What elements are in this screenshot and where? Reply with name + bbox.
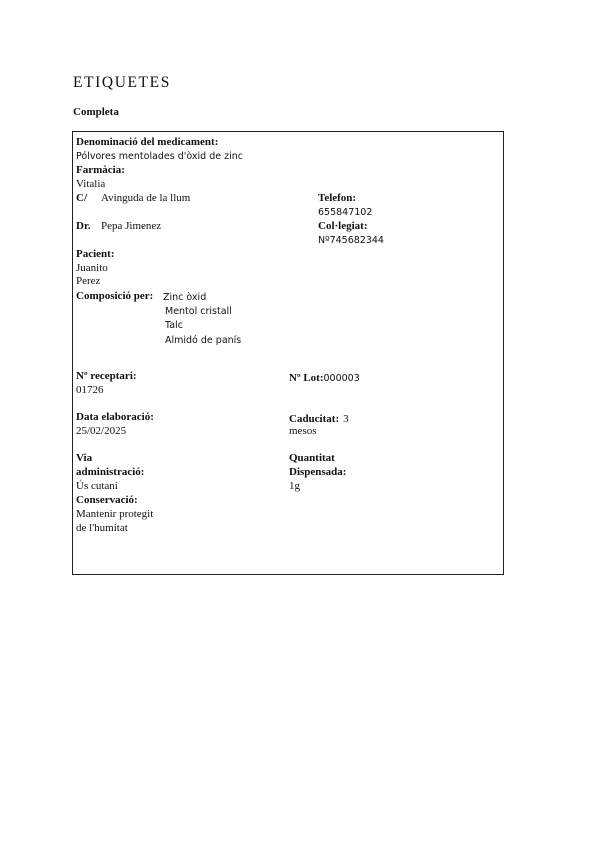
ingredient-item: Almidó de panís [165, 335, 242, 346]
ingredient-item: Mentol cristall [165, 306, 232, 317]
conservacio-label: Conservació: [76, 494, 138, 506]
caducitat-number: 3 [343, 413, 349, 425]
medicament-value: Pólvores mentolades d'òxid de zinc [76, 151, 243, 162]
quantitat-value: 1g [289, 480, 300, 492]
via-label-line1: Via [76, 452, 93, 464]
ingredient-item: Talc [165, 320, 183, 331]
conservacio-value-line1: Mantenir protegit [76, 508, 154, 520]
quantitat-label-line2: Dispensada: [289, 466, 347, 478]
caducitat-unit: mesos [289, 425, 317, 437]
receptari-label: Nº receptari: [76, 370, 137, 382]
collegiat-value: Nº745682344 [318, 235, 384, 246]
quantitat-label-line1: Quantitat [289, 452, 335, 464]
pacient-last-name: Perez [76, 275, 101, 287]
carrer-value: Avinguda de la llum [101, 192, 191, 204]
page-title: ETIQUETES [73, 74, 171, 91]
doctor-label: Dr. [76, 220, 91, 232]
composicio-label: Composició per: [76, 290, 154, 302]
telefon-label: Telefon: [318, 192, 357, 204]
lot-label: Nº Lot: [289, 372, 324, 384]
pacient-label: Pacient: [76, 248, 115, 260]
medicament-label: Denominació del medicament: [76, 136, 219, 148]
collegiat-label: Col·legiat: [318, 220, 368, 232]
caducitat-label: Caducitat: [289, 413, 340, 425]
caducitat-field [289, 411, 349, 426]
carrer-label: C/ [76, 192, 87, 204]
pacient-first-name: Juanito [76, 262, 108, 274]
farmacia-label: Farmàcia: [76, 164, 125, 176]
conservacio-value-line2: de l'humitat [76, 522, 128, 534]
elaboracio-value: 25/02/2025 [76, 425, 127, 437]
elaboracio-label: Data elaboració: [76, 411, 154, 423]
via-value: Ús cutani [76, 480, 118, 492]
receptari-value: 01726 [76, 384, 104, 396]
ingredient-item: Zinc òxid [163, 292, 207, 303]
doctor-value: Pepa Jimenez [101, 220, 162, 232]
lot-field [289, 370, 360, 385]
farmacia-value: Vitalia [76, 178, 106, 190]
telefon-value: 655847102 [318, 207, 373, 218]
via-label-line2: administració: [76, 466, 145, 478]
lot-value: 000003 [323, 373, 360, 384]
section-subtitle: Completa [73, 106, 119, 118]
